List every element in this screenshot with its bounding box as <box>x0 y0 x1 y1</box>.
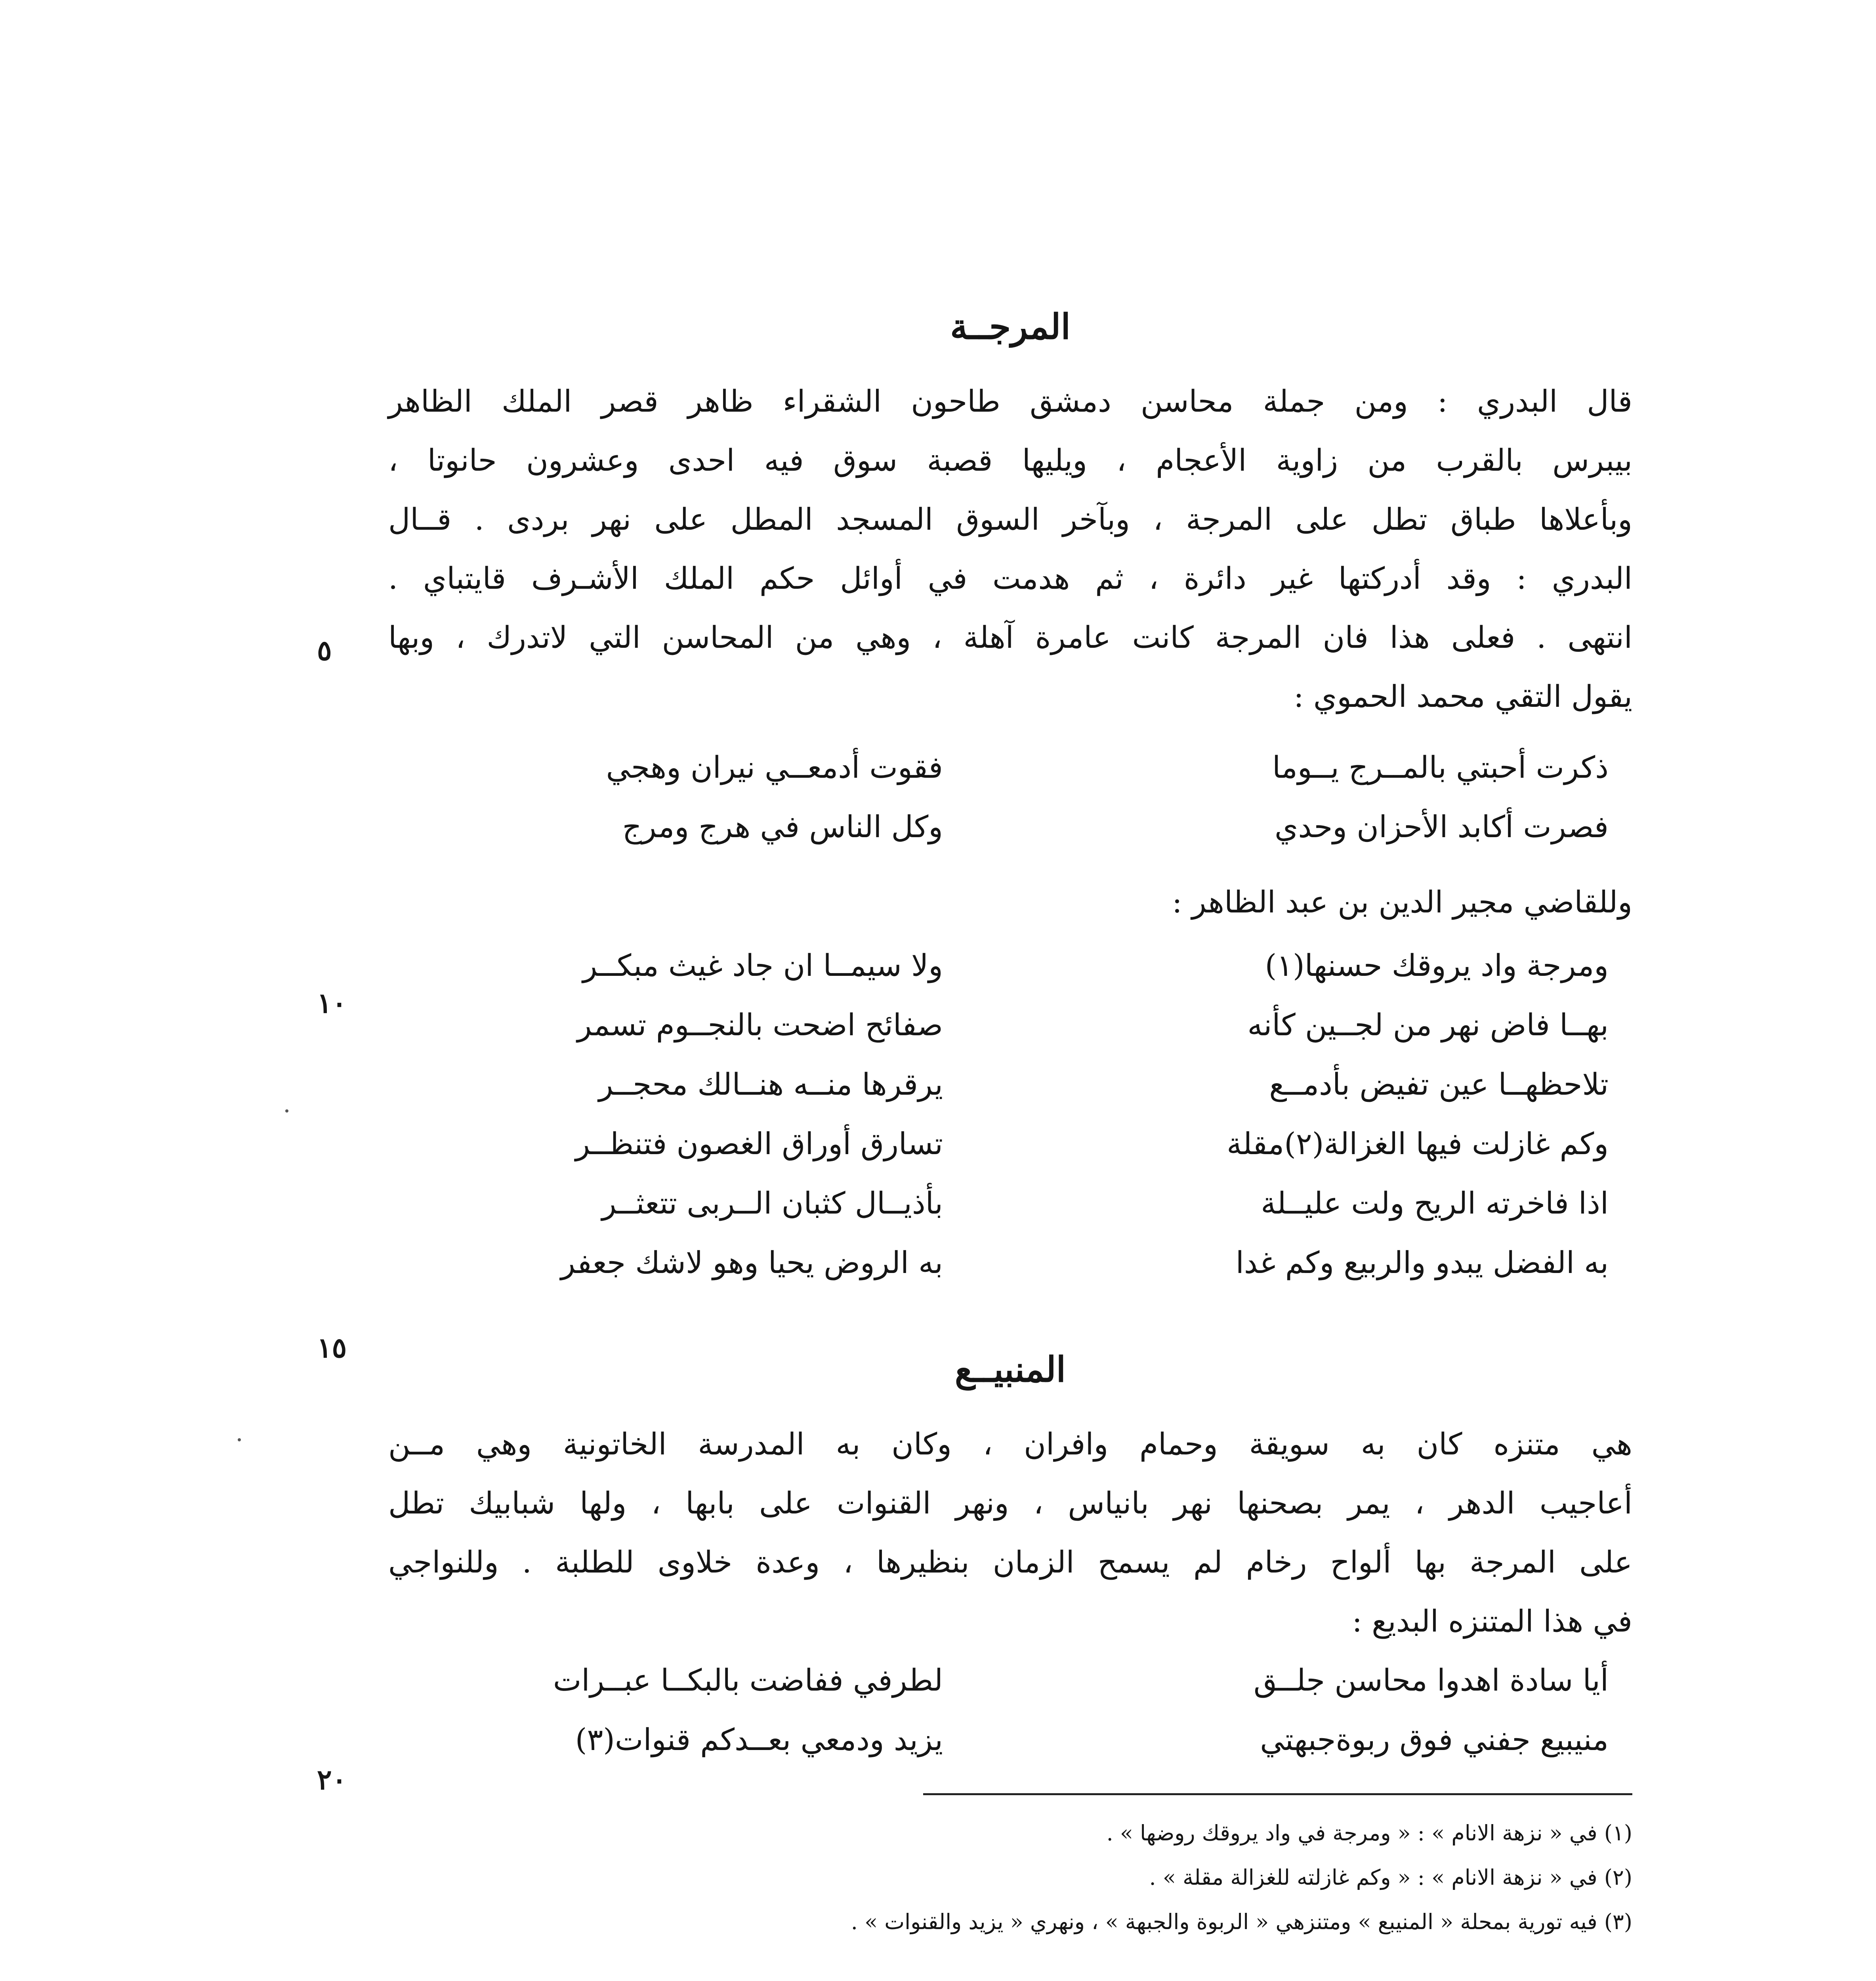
paragraph-line: على المرجة بها ألواح رخام لم يسمح الزمان بنظيرها ، وعدة خلاوى للطلبة . وللنواجي <box>388 1544 1632 1580</box>
poem-nawaji <box>388 1651 1632 1769</box>
paragraph-line: البدري : وقد أدركتها غير دائرة ، ثم هدمت في أوائل حكم الملك الأشـرف قايتباي . <box>388 561 1632 596</box>
verse-line <box>388 1710 1632 1769</box>
verse-first-hemistich: وكم غازلت فيها الغزالة(٢)مقلة <box>1227 1126 1609 1161</box>
verse-second-hemistich: به الروض يحيا وهو لاشك جعفر <box>561 1245 943 1280</box>
footnote: (١) في « نزهة الانام » : « ومرجة في واد يروقك روضها » . <box>1106 1821 1632 1845</box>
scan-speck <box>285 1109 288 1113</box>
section-title-munaybi: المنبيــع <box>954 1349 1066 1390</box>
section2-paragraph <box>388 1414 1632 1651</box>
verse-first-hemistich: ذكرت أحبتي بالمــرج يــوما <box>1272 750 1609 785</box>
margin-line-number: ٢٠ <box>317 1763 347 1796</box>
footnote-divider <box>923 1793 1632 1795</box>
verse-first-hemistich: اذا فاخرته الريح ولت عليــلة <box>1261 1185 1609 1221</box>
verse-line <box>388 1055 1632 1114</box>
verse-line <box>388 936 1632 995</box>
section-title-marja: المرجــة <box>950 306 1071 347</box>
verse-first-hemistich: ومرجة واد يروقك حسنها(١) <box>1265 948 1609 983</box>
verse-line <box>388 1233 1632 1292</box>
footnote: (٣) فيه تورية بمحلة « المنيبع » ومتنزهي « الربوة والجبهة » ، ونهري « يزيد والقنوات » . <box>851 1909 1632 1934</box>
verse-second-hemistich: فقوت أدمعــي نيران وهجي <box>606 750 943 785</box>
poem-hamawi <box>388 738 1632 857</box>
margin-line-number: ٥ <box>317 634 332 667</box>
verse-line <box>388 797 1632 857</box>
verse-second-hemistich: تسارق أوراق الغصون فتنظــر <box>575 1126 943 1161</box>
verse-second-hemistich: بأذيــال كثبان الــربى تتعثــر <box>601 1185 943 1221</box>
paragraph-line: وبأعلاها طباق تطل على المرجة ، وبآخر السوق المسجد المطل على نهر بردى . قــال <box>388 502 1632 537</box>
poem-ibn-abd-al-zahir <box>388 936 1632 1292</box>
verse-second-hemistich: صفائح اضحت بالنجــوم تسمر <box>577 1007 943 1042</box>
verse-line <box>388 1114 1632 1174</box>
paragraph-line: يقول التقي محمد الحموي : <box>1294 679 1632 714</box>
footnote: (٢) في « نزهة الانام » : « وكم غازلته للغزالة مقلة » . <box>1149 1865 1632 1890</box>
verse-second-hemistich: يزيد ودمعي بعــدكم قنوات(٣) <box>575 1722 943 1757</box>
paragraph-line: أعاجيب الدهر ، يمر بصحنها نهر بانياس ، ونهر القنوات على بابها ، ولها شبابيك تطل <box>388 1485 1632 1521</box>
paragraph-line: هي متنزه كان به سويقة وحمام وافران ، وكان به المدرسة الخاتونية وهي مــن <box>388 1426 1632 1462</box>
verse-second-hemistich: يرقرها منــه هنــالك محجــر <box>598 1067 943 1102</box>
margin-line-number: ١٥ <box>317 1331 347 1364</box>
verse-line <box>388 1651 1632 1710</box>
paragraph-line: انتهى . فعلى هذا فان المرجة كانت عامرة آهلة ، وهي من المحاسن التي لاتدرك ، وبها <box>388 620 1632 655</box>
verse-first-hemistich: به الفضل يبدو والربيع وكم غدا <box>1235 1245 1609 1280</box>
verse-first-hemistich: بهــا فاض نهر من لجــين كأنه <box>1247 1007 1609 1042</box>
paragraph-line: في هذا المتنزه البديع : <box>1352 1603 1632 1639</box>
verse-first-hemistich: منيبيع جفني فوق ربوةجبهتي <box>1260 1722 1609 1757</box>
section1-paragraph <box>388 372 1632 726</box>
verse-first-hemistich: فصرت أكابد الأحزان وحدي <box>1274 809 1609 844</box>
page-content <box>388 306 1632 1944</box>
verse-line <box>388 995 1632 1055</box>
verse-second-hemistich: ولا سيمــا ان جاد غيث مبكــر <box>582 948 943 983</box>
verse-second-hemistich: لطرفي ففاضت بالبكــا عبــرات <box>553 1662 943 1698</box>
poem-intro-ibn-abd-al-zahir: وللقاضي مجير الدين بن عبد الظاهر : <box>1172 884 1632 920</box>
margin-line-number: ١٠ <box>317 987 347 1019</box>
footnotes <box>388 1811 1632 1944</box>
paragraph-line: بيبرس بالقرب من زاوية الأعجام ، ويليها قصبة سوق فيه احدى وعشرون حانوتا ، <box>388 443 1632 478</box>
verse-first-hemistich: أيا سادة اهدوا محاسن جلــق <box>1254 1662 1609 1698</box>
verse-line <box>388 738 1632 797</box>
verse-second-hemistich: وكل الناس في هرج ومرج <box>622 809 943 844</box>
verse-line <box>388 1174 1632 1233</box>
verse-first-hemistich: تلاحظهــا عين تفيض بأدمــع <box>1269 1067 1609 1102</box>
scan-speck <box>238 1438 241 1441</box>
paragraph-line: قال البدري : ومن جملة محاسن دمشق طاحون الشقراء ظاهر قصر الملك الظاهر <box>388 384 1632 419</box>
